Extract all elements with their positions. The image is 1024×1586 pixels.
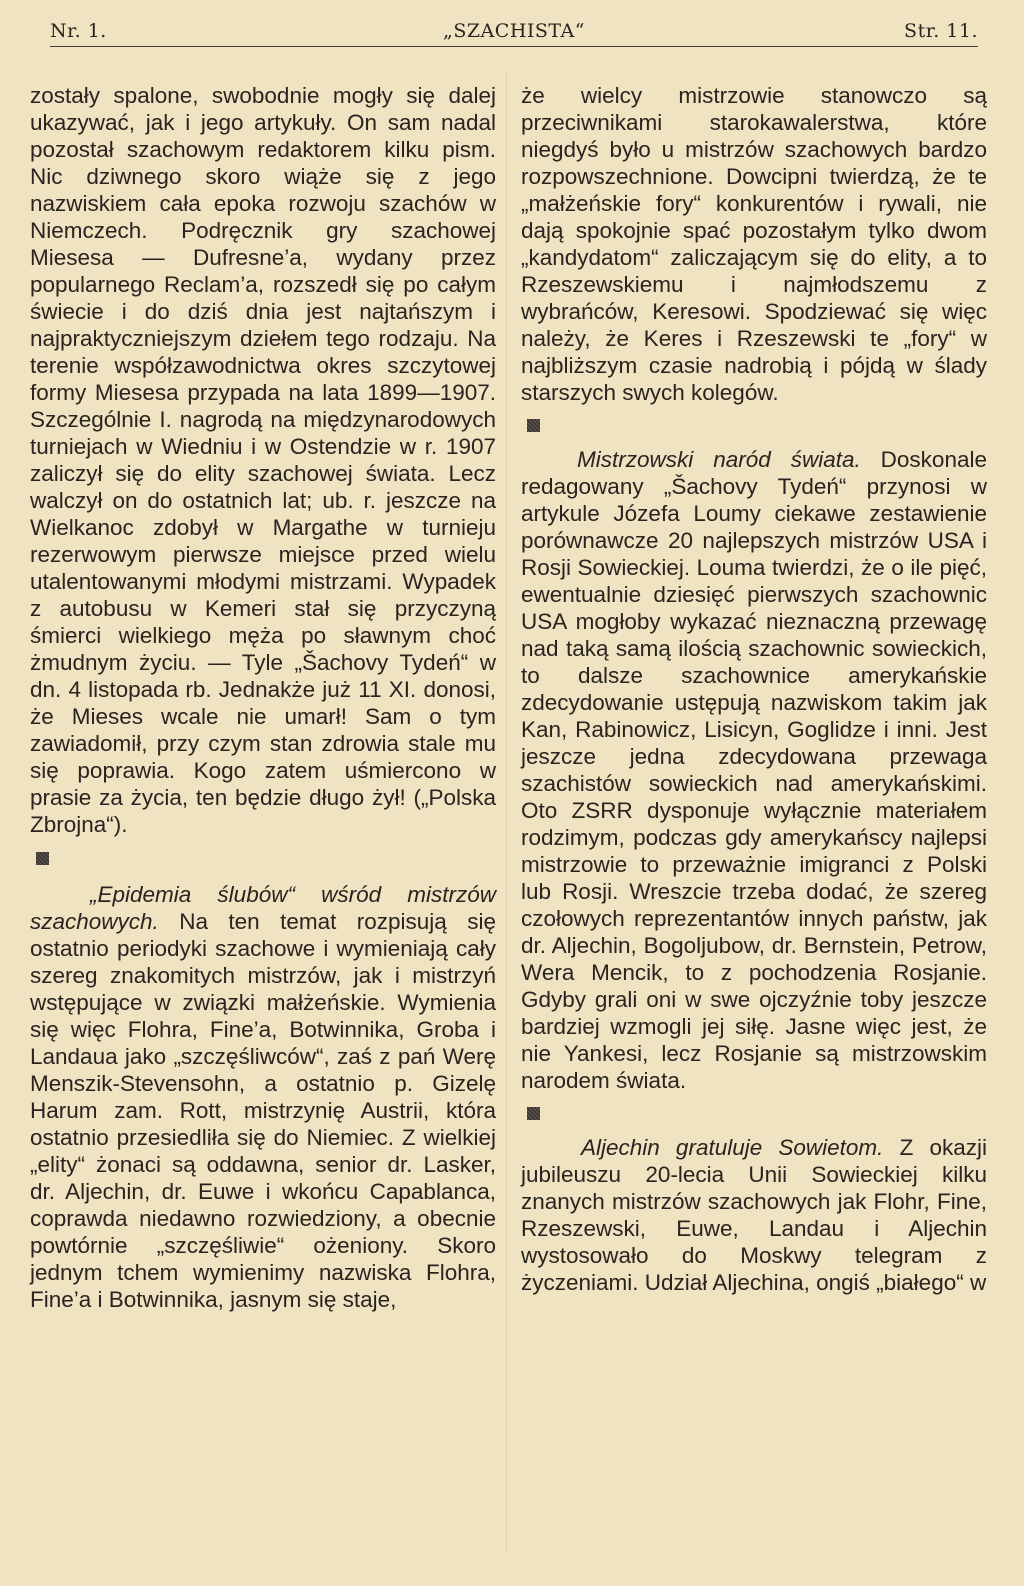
article-text-aljechin: Z okazji jubileuszu 20-lecia Unii Sowieckiej kilku znanych mistrzów szachowych jak Flohr, Fine, Rzeszewski, Euwe, Landau i Aljechin wystosowało do Moskwy telegram z życzeniami. Udział Aljechina, ongiś „białego“ w [521, 1135, 987, 1295]
page-header [50, 18, 978, 47]
page-number: Str. 11. [904, 20, 978, 42]
article-aljechin [521, 1134, 987, 1296]
article-title-aljechin: Aljechin gratuluje Sowietom. [581, 1135, 884, 1160]
article-text-mieses: zostały spalone, swobodnie mogły się dalej ukazywać, jak i jego artykuły. On sam nadal pozostał szachowym redaktorem kilku pism. Nic dziwnego skoro wiąże się z jego nazwiskiem cała epoka rozwoju szachów w Niemczech. Podręcznik gry szachowej Miesesa — Dufresne’a, wydany przez popularnego Reclam’a, rozszedł się po całym świecie i do dziś dnia jest najtańszym i najpraktyczniejszym dziełem tego rodzaju. Na terenie współzawodnictwa okres szczytowej formy Miesesa przypada na lata 1899—1907. Szczególnie I. nagrodą na międzynarodowych turniejach w Wiedniu i w Ostendzie w r. 1907 zaliczył się do elity szachowej świata. Lecz walczył on do ostatnich lat; ub. r. jeszcze na Wielkanoc zdobył w Margathe w turnieju rezerwowym pierwsze miejsce przed wielu utalentowanymi młodymi mistrzami. Wypadek z autobusu w Kemeri stał się przyczyną śmierci wielkiego męża po sławnym choć żmudnym życiu. — Tyle „Šachovy Tydeń“ w dn. 4 listopada rb. Jednakże już 11 XI. donosi, że Mieses wcale nie umarł! Sam o tym zawiadomił, przy czym stan zdrowia stale mu się poprawia. Kogo zatem uśmiercono w prasie za życia, ten będzie długo żył! („Polska Zbrojna“). [30, 83, 496, 837]
article-epidemia [30, 881, 496, 1313]
article-title-epidemia: „Epidemia ślubów“ wśród mistrzów szachowych. [30, 882, 496, 934]
article-mistrzowski [521, 446, 987, 1094]
section-marker-icon [36, 852, 49, 865]
article-title-mistrzowski: Mistrzowski naród świata. [577, 447, 861, 472]
left-column [30, 82, 496, 1313]
article-text-epidemia: Na ten temat rozpisują się ostatnio periodyki szachowe i wymieniają cały szereg znakomitych mistrzów, jak i mistrzyń wstępujące w związki małżeńskie. Wymienia się więc Flohra, Fine’a, Botwinnika, Groba i Landaua jako „szczęśliwców“, zaś z pań Werę Menszik-Stevensohn, a ostatnio p. Gizelę Harum zam. Rott, mistrzynię Austrii, która ostatnio przesiedliła się do Niemiec. Z wielkiej „elity“ żonaci są oddawna, senior dr. Lasker, dr. Aljechin, dr. Euwe i wkońcu Capablanca, coprawda niedawno rozwiedziony, a obecnie powtórnie „szczęśliwie“ ożeniony. Skoro jednym tchem wymienimy nazwiska Flohra, Fine’a i Botwinnika, jasnym się staje, [30, 909, 496, 1312]
right-column [521, 82, 987, 1296]
journal-title: „SZACHISTA“ [443, 20, 585, 42]
section-marker-icon [527, 419, 540, 432]
article-text-continued: że wielcy mistrzowie stanowczo są przeciwnikami starokawalerstwa, które niegdyś było u mistrzów szachowych bardzo rozpowszechnione. Dowcipni twierdzą, że te „małżeńskie fory“ konkurentów i rywali, nie dają spokojnie spać pozostałym tylko dwom „kandydatom“ zaliczającym się do elity, a to Rzeszewskiemu i najmłodszemu z wybrańców, Keresowi. Spodziewać się więc należy, że Keres i Rzeszewski te „fory“ w najbliższym czasie nadrobią i pójdą w ślady starszych swych kolegów. [521, 83, 987, 405]
issue-number: Nr. 1. [50, 20, 107, 42]
column-separator [506, 74, 507, 1554]
article-text-mistrzowski: Doskonale redagowany „Šachovy Tydeń“ przynosi w artykule Józefa Loumy ciekawe zestawienie porównawcze 20 najlepszych mistrzów USA i Rosji Sowieckiej. Louma twierdzi, że o ile pięć, ewentualnie dziesięć pierwszych szachownic USA mogłoby wykazać nieznaczną przewagę nad taką samą ilością szachownic sowieckich, to dalsze szachownice amerykańskie zdecydowanie ustępują nazwiskom takim jak Kan, Rabinowicz, Lisicyn, Goglidze i inni. Jest jeszcze jedna zdecydowana przewaga szachistów sowieckich nad amerykańskimi. Oto ZSRR dysponuje wyłącznie materiałem rodzimym, podczas gdy amerykańscy najlepsi mistrzowie to przeważnie imigranci z Polski lub Rosji. Wreszcie trzeba dodać, że szereg czołowych reprezentantów innych państw, jak dr. Aljechin, Bogoljubow, dr. Bernstein, Petrow, Wera Mencik, to z pochodzenia Rosjanie. Gdyby grali oni w swe ojczyźnie toby jeszcze bardziej wzmogli jej siłę. Jasne więc jest, że nie Yankesi, lecz Rosjanie są mistrzowskim narodem świata. [521, 447, 987, 1093]
section-marker-icon [527, 1107, 540, 1120]
